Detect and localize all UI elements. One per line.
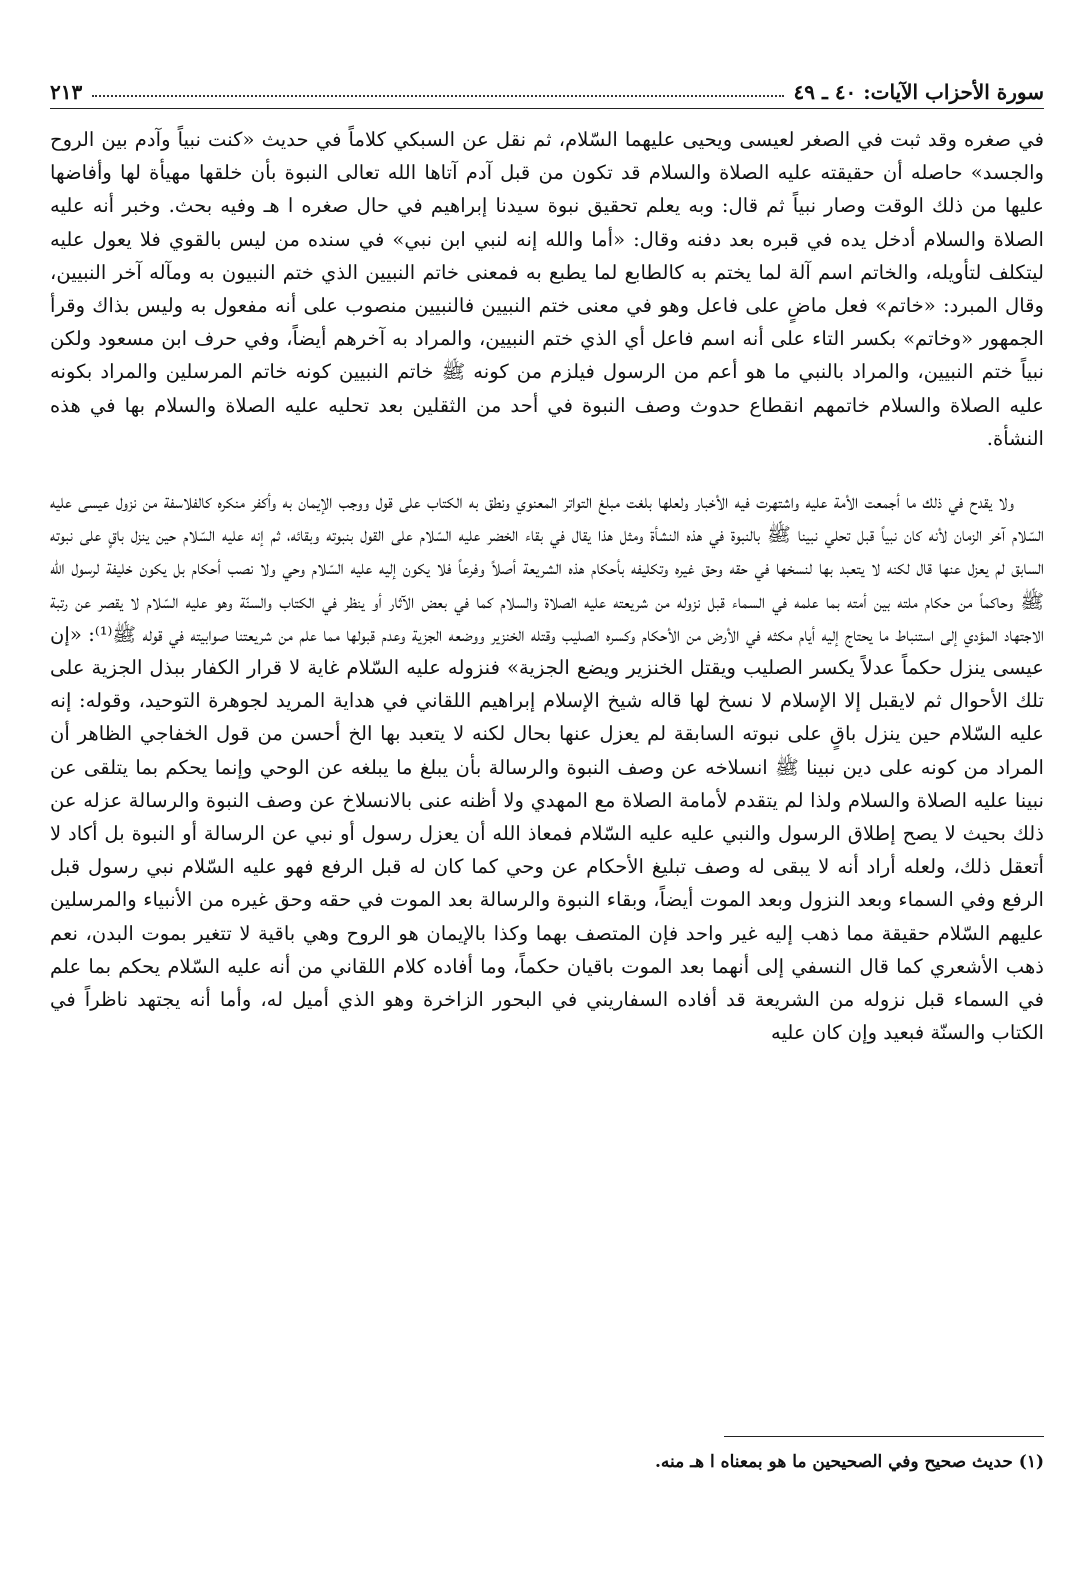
header-dot-leader (92, 95, 783, 97)
surah-verses-title: سورة الأحزاب الآيات: ٤٠ ـ ٤٩ (793, 80, 1044, 104)
footnote: (١) حديث صحيح وفي الصحيحين ما هو بمعناه ا هـ منه. (654, 1452, 1044, 1472)
book-page (50, 64, 1044, 1564)
page-number: ٢١٣ (50, 80, 83, 104)
footnote-divider (724, 1436, 1044, 1437)
body-text (50, 123, 1044, 1049)
running-header (50, 64, 1044, 109)
paragraph-1: في صغره وقد ثبت في الصغر لعيسى ويحيى عليهما السّلام، ثم نقل عن السبكي كلاماً في حديث «كنت نبياً وآدم بين الروح والجسد» حاصله أن حقيقته عليه الصلاة والسلام قد تكون من قبل آدم آتاها الله تعالى النبوة بأن خلقها مهيأة لها وأفاضها عليها من ذلك الوقت وصار نبياً ثم قال: وبه يعلم تحقيق نبوة سيدنا إبراهيم في حال صغره ا هـ وفيه بحث. وخبر أنه عليه الصلاة والسلام أدخل يده في قبره بعد دفنه وقال: «أما والله إنه لنبي ابن نبي» في سنده من ليس بالقوي فلا يعول عليه ليتكلف لتأويله، والخاتم اسم آلة لما يختم به كالطابع لما يطبع به فمعنى خاتم النبيين الذي ختم النبيون به ومآله آخر النبيين، وقال المبرد: «خاتم» فعل ماضٍ على فاعل وهو في معنى ختم النبيين فالنبيين منصوب على أنه مفعول به وليس بذاك وقرأ الجمهور «وخاتم» بكسر التاء على أنه اسم فاعل أي الذي ختم النبيين، والمراد به آخرهم أيضاً، وفي حرف ابن مسعود ولكن نبياً ختم النبيين، والمراد بالنبي ما هو أعم من الرسول فيلزم من كونه ﷺ خاتم النبيين كونه خاتم المرسلين والمراد بكونه عليه الصلاة والسلام خاتمهم انقطاع حدوث وصف النبوة في أحد من الثقلين بعد تحليه عليه الصلاة والسلام بها في هذه النشأة. (50, 128, 1044, 450)
paragraph-2: ولا يقدح في ذلك ما أجمعت الأمة عليه واشتهرت فيه الأخبار ولعلها بلغت مبلغ التواتر المعنوي ونطق به الكتاب على قول ووجب الإيمان به وأكفر منكره كالفلاسفة من نزول عيسى عليه السّلام آخر الزمان لأنه كان نبياً قبل تحلي نبينا ﷺ بالنبوة في هذه النشأة ومثل هذا يقال في بقاء الخضر عليه السّلام على القول بنبوته وبقائه، ثم إنه عليه السّلام حين ينزل باقٍ على نبوته السابق لم يعزل عنها قال لكنه لا يتعبد بها لنسخها في حقه وحق غيره وتكليفه بأحكام هذه الشريعة أصلاً وفرعاً فلا يكون إليه عليه السّلام وحي ولا نصب أحكام بل يكون خليفة لرسول الله ﷺ وحاكماً من حكام ملته بين أمته بما علمه في السماء قبل نزوله من شريعته عليه الصلاة والسلام كما في بعض الآثار أو ينظر في الكتاب والسنّة وهو عليه السّلام لا يقصر عن رتبة الاجتهاد المؤدي إلى استنباط ما يحتاج إليه أيام مكثه في الأرض من الأحكام وكسره الصليب وقتله الخنزير ووضعه الجزية وعدم قبولها مما علم من شريعتنا صوابيته في قوله ﷺ⁽¹⁾: «إن عيسى ينزل حكماً عدلاً يكسر الصليب ويقتل الخنزير ويضع الجزية» فنزوله عليه السّلام غاية لا قرار الكفار ببذل الجزية على تلك الأحوال ثم لايقبل إلا الإسلام لا نسخ لها قاله شيخ الإسلام إبراهيم اللقاني في هداية المريد لجوهرة التوحيد، وقوله: إنه عليه السّلام حين ينزل باقٍ على نبوته السابقة لم يعزل عنها بحال لكنه لا يتعبد بها الخ أحسن من قول الخفاجي الظاهر أن المراد من كونه على دين نبينا ﷺ انسلاخه عن وصف النبوة والرسالة بأن يبلغ ما يبلغه عن الوحي وإنما يحكم بما يتلقى عن نبينا عليه الصلاة والسلام ولذا لم يتقدم لأمامة الصلاة مع المهدي ولا أظنه عنى بالانسلاخ عن وصف النبوة والرسالة عزله عن ذلك بحيث لا يصح إطلاق الرسول والنبي عليه عليه السّلام فمعاذ الله أن يعزل رسول أو نبي عن الرسالة أو النبوة بل أكاد لا أتعقل ذلك، ولعله أراد أنه لا يبقى له وصف تبليغ الأحكام عن وحي كما كان له قبل الرفع فهو عليه السّلام نبي رسول قبل الرفع وفي السماء وبعد النزول وبعد الموت أيضاً، وبقاء النبوة والرسالة بعد الموت في حقه وحق غيره من الأنبياء والمرسلين عليهم السّلام حقيقة مما ذهب إليه غير واحد فإن المتصف بهما وكذا بالإيمان هو الروح وهي باقية لا تتغير بموت البدن، نعم ذهب الأشعري كما قال النسفي إلى أنهما بعد الموت باقيان حكماً، وما أفاده كلام اللقاني من أنه عليه السّلام يحكم بما علم في السماء قبل نزوله من الشريعة قد أفاده السفاريني في البحور الزاخرة وهو الذي أميل له، وأما أنه يجتهد ناظراً في الكتاب والسنّة فبعيد وإن كان عليه (50, 490, 1044, 1045)
